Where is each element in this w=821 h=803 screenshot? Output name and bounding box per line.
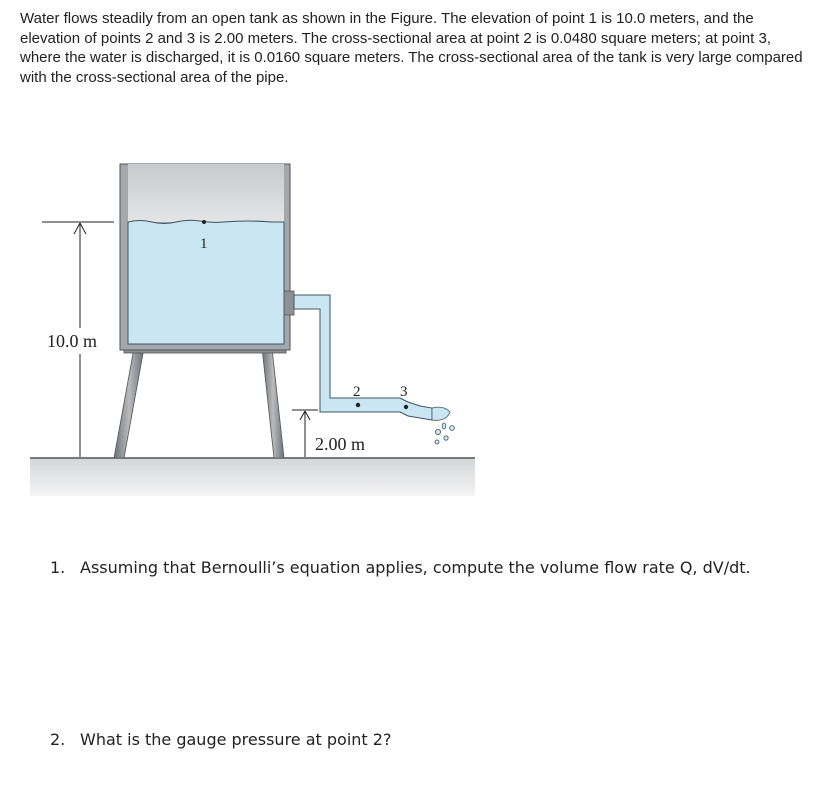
point-2-marker [356, 403, 360, 407]
water-splash [432, 407, 454, 444]
point-1-marker [202, 220, 206, 224]
question-1-number: 1. [50, 558, 66, 577]
dim-10m-label: 10.0 m [47, 331, 98, 351]
question-2-number: 2. [50, 730, 66, 749]
tank-leg-right [262, 348, 284, 458]
pipe-fitting [284, 291, 294, 315]
point-2-label: 2 [353, 384, 361, 400]
dim-2m-label: 2.00 m [315, 434, 366, 454]
question-2 [50, 730, 391, 749]
question-2-text: What is the gauge pressure at point 2? [80, 730, 392, 749]
tank-leg-left [114, 348, 144, 458]
tank-figure [0, 150, 500, 500]
ground [30, 458, 475, 496]
question-1 [50, 558, 751, 577]
pipe [294, 295, 432, 420]
problem-statement: Water flows steadily from an open tank as shown in the Figure. The elevation of point 1 is 10.0 meters, and the elevation of points 2 and 3 is 2.00 meters. The cross-sectional area at point 2 is 0.0480 square meters; at point 3, where the water is discharged, it is 0.0160 square meters. The cross-sectional area of the tank is very large compared with the cross-sectional area of the pipe. [20, 10, 803, 86]
question-1-text: Assuming that Bernoulli’s equation applies, compute the volume flow rate Q, dV/dt. [80, 558, 751, 577]
point-3-label: 3 [400, 384, 408, 400]
point-3-marker [404, 405, 408, 409]
point-1-label: 1 [200, 236, 208, 252]
tank-inner-air [128, 164, 284, 222]
